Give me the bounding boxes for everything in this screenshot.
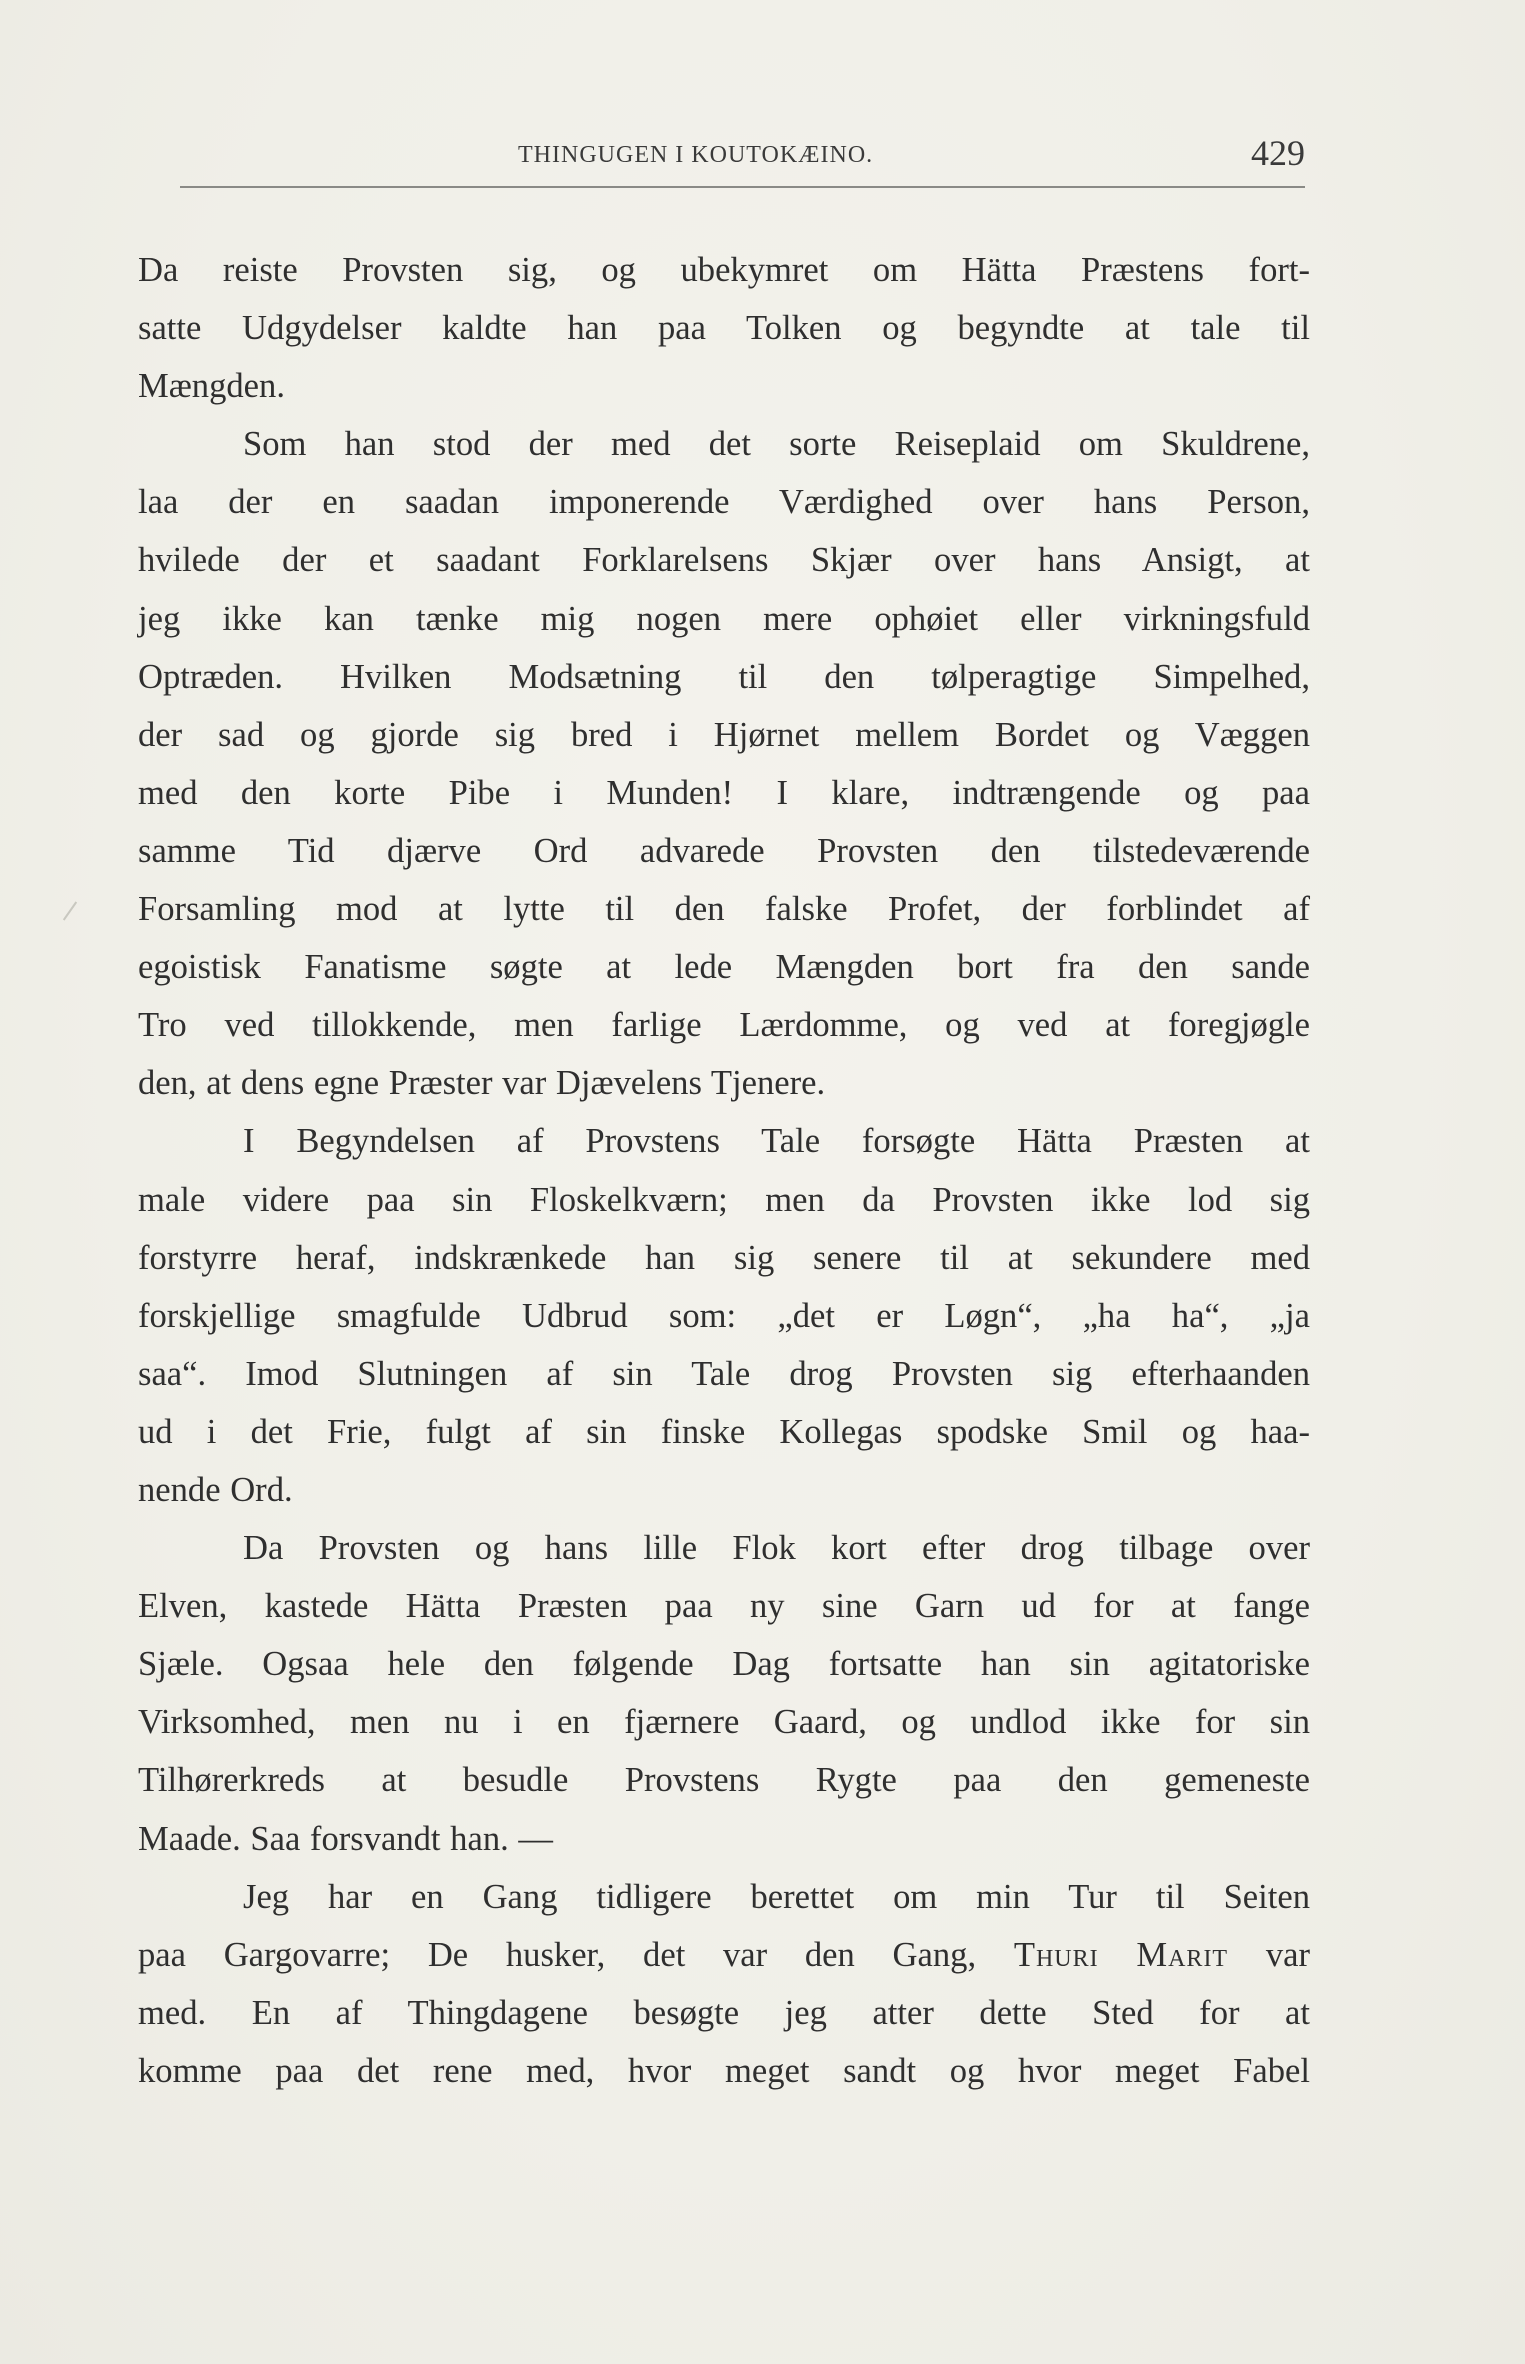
line-segment: paa Gargovarre; De husker, det var den Gang, (138, 1935, 977, 1974)
text-line: I Begyndelsen af Provstens Tale forsøgte Hätta Præsten at (243, 1122, 1310, 1161)
header-rule (180, 186, 1305, 188)
text-line-with-names (138, 1926, 1310, 1984)
paper-mark (63, 901, 77, 920)
text-line: hvilede der et saadant Forklarelsens Skjær over hans Ansigt, at (138, 541, 1310, 580)
text-line: Forsamling mod at lytte til den falske Profet, der forblindet af (138, 890, 1310, 929)
text-line: forstyrre heraf, indskrænkede han sig senere til at sekundere med (138, 1238, 1310, 1277)
text-line: male videre paa sin Floskelkværn; men da Provsten ikke lod sig (138, 1180, 1310, 1219)
page-number: 429 (1251, 133, 1305, 173)
running-head (180, 128, 1305, 188)
text-line: Da reiste Provsten sig, og ubekymret om Hätta Præstens fort- (138, 251, 1310, 289)
text-line: laa der en saadan imponerende Værdighed over hans Person, (138, 483, 1310, 522)
text-line: Mængden. (138, 367, 285, 406)
text-line: Da Provsten og hans lille Flok kort efter drog tilbage over (243, 1529, 1310, 1568)
text-line: forskjellige smagfulde Udbrud som: „det er Løgn“, „ha ha“, „ja (138, 1296, 1310, 1335)
text-line: der sad og gjorde sig bred i Hjørnet mellem Bordet og Væggen (138, 715, 1310, 754)
text-line: saa“. Imod Slutningen af sin Tale drog Provsten sig efterhaanden (138, 1354, 1310, 1393)
text-line: nende Ord. (138, 1470, 293, 1509)
line-segment: var (1265, 1935, 1310, 1974)
person-name: Marit (1136, 1935, 1229, 1974)
text-line: med den korte Pibe i Munden! I klare, indtrængende og paa (138, 773, 1310, 812)
text-line: Virksomhed, men nu i en fjærnere Gaard, og undlod ikke for sin (138, 1703, 1310, 1742)
text-line: samme Tid djærve Ord advarede Provsten den tilstedeværende (138, 831, 1310, 870)
text-line: komme paa det rene med, hvor meget sandt og hvor meget Fabel (138, 2051, 1310, 2090)
text-line: ud i det Frie, fulgt af sin finske Kollegas spodske Smil og haa- (138, 1412, 1310, 1451)
text-line: jeg ikke kan tænke mig nogen mere ophøiet eller virkningsfuld (138, 599, 1310, 638)
text-line: Jeg har en Gang tidligere berettet om min Tur til Seiten (243, 1877, 1310, 1916)
text-line: Optræden. Hvilken Modsætning til den tølperagtige Simpelhed, (138, 657, 1310, 696)
person-name: Thuri (1013, 1935, 1099, 1974)
text-line: Maade. Saa forsvandt han. — (138, 1819, 553, 1858)
text-line: satte Udgydelser kaldte han paa Tolken og begyndte at tale til (138, 309, 1310, 348)
text-line: Tro ved tillokkende, men farlige Lærdomme, og ved at foregjøgle (138, 1006, 1310, 1045)
running-title: THINGUGEN I KOUTOKÆINO. (518, 142, 874, 168)
text-line: Som han stod der med det sorte Reiseplaid om Skuldrene, (243, 425, 1310, 464)
text-line: Tilhørerkreds at besudle Provstens Rygte paa den gemeneste (138, 1761, 1310, 1800)
text-line: den, at dens egne Præster var Djævelens Tjenere. (138, 1064, 826, 1103)
text-line: med. En af Thingdagene besøgte jeg atter dette Sted for at (138, 1993, 1310, 2032)
text-line: egoistisk Fanatisme søgte at lede Mængden bort fra den sande (138, 948, 1310, 987)
body-text (138, 241, 1310, 2100)
text-line: Sjæle. Ogsaa hele den følgende Dag fortsatte han sin agitatoriske (138, 1645, 1310, 1684)
text-line: Elven, kastede Hätta Præsten paa ny sine Garn ud for at fange (138, 1587, 1310, 1626)
